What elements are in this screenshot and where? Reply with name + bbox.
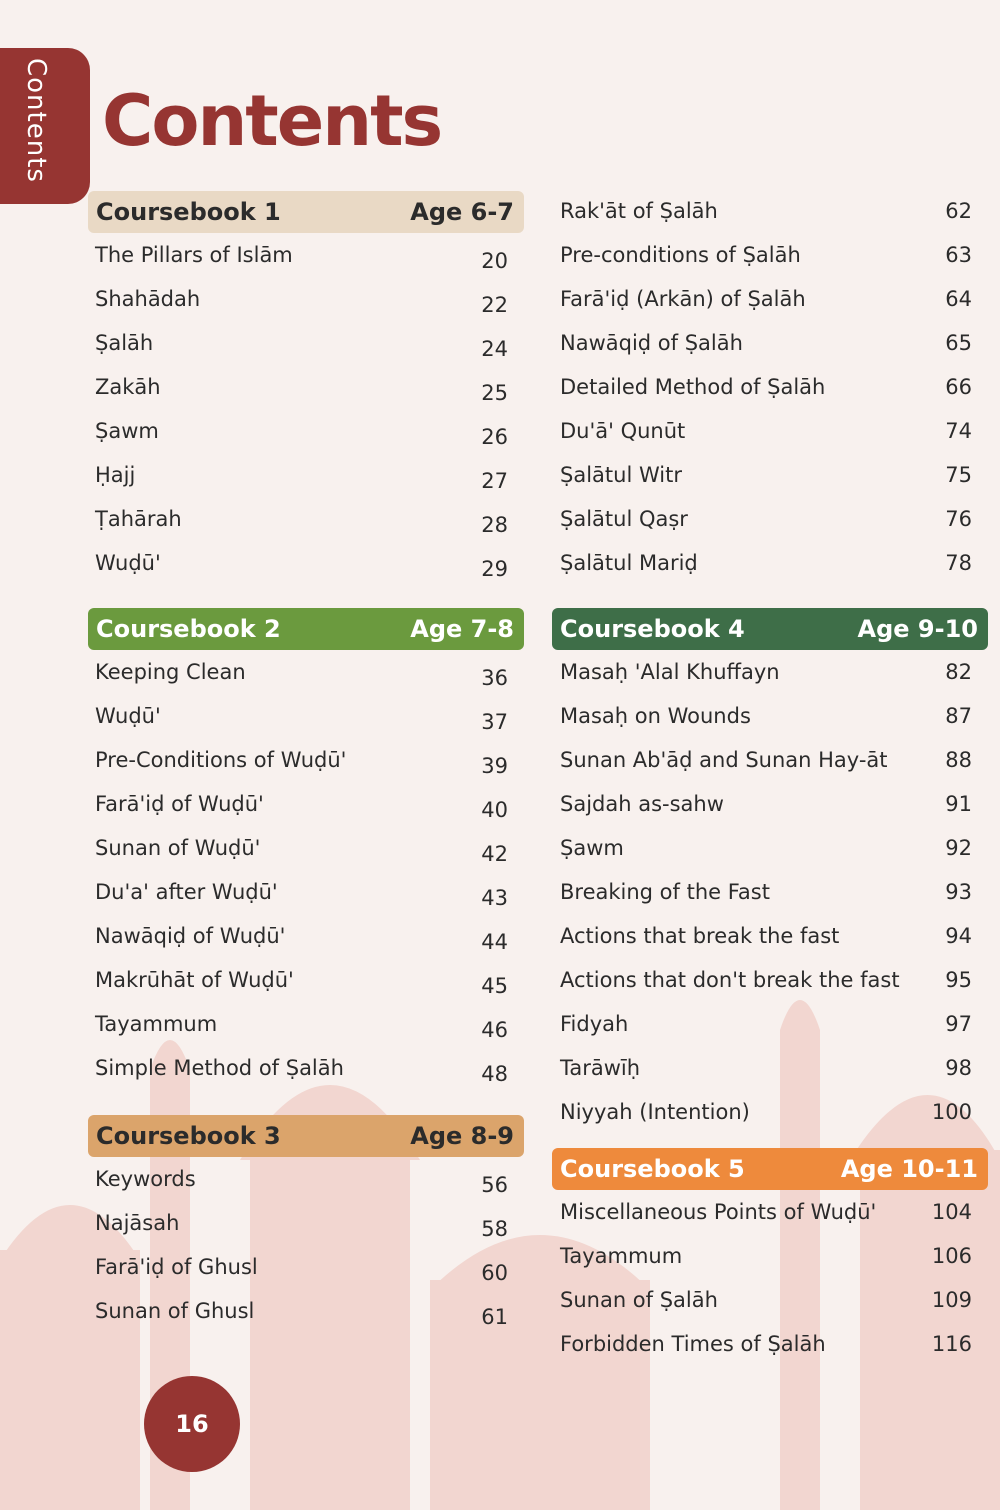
toc-entry-page: 42: [481, 842, 508, 866]
toc-entry-title: Keywords: [95, 1167, 196, 1191]
left-column: [88, 191, 524, 585]
toc-entry[interactable]: [88, 233, 524, 277]
toc-entry[interactable]: [88, 541, 524, 585]
toc-entry-page: 63: [945, 243, 972, 267]
coursebook-age: Age 6-7: [410, 198, 514, 226]
coursebook-age: Age 7-8: [410, 615, 514, 643]
toc-entry-title: Tayammum: [560, 1244, 683, 1268]
toc-entry-title: Miscellaneous Points of Wuḍū': [560, 1200, 877, 1224]
toc-entry[interactable]: [88, 277, 524, 321]
toc-entry[interactable]: [552, 826, 988, 870]
toc-entry-title: Sunan Ab'āḍ and Sunan Hay-āt: [560, 748, 888, 772]
toc-entry-title: Detailed Method of Ṣalāh: [560, 375, 826, 399]
toc-entry-title: Tarāwīḥ: [560, 1056, 641, 1080]
coursebook-age: Age 9-10: [857, 615, 978, 643]
toc-entry-page: 39: [481, 754, 508, 778]
toc-entry-title: Niyyah (Intention): [560, 1100, 750, 1124]
page-number-badge: 16: [144, 1376, 240, 1472]
coursebook-1-header: [88, 191, 524, 233]
toc-entry-title: Sunan of Wuḍū': [95, 836, 261, 860]
toc-entry-page: 56: [481, 1173, 508, 1197]
left-column-cb3: [88, 1115, 524, 1333]
toc-entry-page: 78: [945, 551, 972, 575]
toc-entry[interactable]: [552, 1046, 988, 1090]
contents-side-tab: [0, 48, 90, 204]
toc-entry-title: Shahādah: [95, 287, 201, 311]
toc-entry-title: Masaḥ 'Alal Khuffayn: [560, 660, 780, 684]
coursebook-title: Coursebook 1: [96, 198, 281, 226]
toc-entry-title: Sunan of Ṣalāh: [560, 1288, 718, 1312]
toc-entry-page: 109: [931, 1288, 972, 1312]
toc-entry[interactable]: [88, 1002, 524, 1046]
toc-entry-page: 100: [931, 1100, 972, 1124]
toc-entry-page: 93: [945, 880, 972, 904]
toc-entry[interactable]: [552, 914, 988, 958]
page-title: Contents: [102, 80, 442, 162]
toc-entry-title: Zakāh: [95, 375, 161, 399]
toc-entry-title: Wuḍū': [95, 704, 161, 728]
toc-entry[interactable]: [552, 233, 988, 277]
toc-entry-title: Sunan of Ghusl: [95, 1299, 255, 1323]
toc-entry-page: 36: [481, 666, 508, 690]
toc-entry-title: Farā'iḍ of Ghusl: [95, 1255, 258, 1279]
toc-entry[interactable]: [552, 277, 988, 321]
toc-entry-title: Nawāqiḍ of Wuḍū': [95, 924, 286, 948]
right-column-cb4: [552, 608, 988, 1134]
toc-entry[interactable]: [88, 453, 524, 497]
toc-entry-title: Najāsah: [95, 1211, 180, 1235]
toc-entry-title: Ṣalātul Mariḍ: [560, 551, 698, 575]
toc-entry-page: 40: [481, 798, 508, 822]
toc-entry-page: 64: [945, 287, 972, 311]
toc-entry-page: 37: [481, 710, 508, 734]
toc-entry-page: 25: [481, 381, 508, 405]
coursebook-3-list: [88, 1157, 524, 1333]
toc-entry-title: Ṣalātul Qaṣr: [560, 507, 688, 531]
toc-entry-title: Sajdah as-sahw: [560, 792, 724, 816]
toc-entry-title: Keeping Clean: [95, 660, 246, 684]
coursebook-title: Coursebook 2: [96, 615, 281, 643]
toc-entry-title: Rak'āt of Ṣalāh: [560, 199, 718, 223]
coursebook-5-list: [552, 1190, 988, 1366]
toc-entry-page: 104: [931, 1200, 972, 1224]
toc-entry[interactable]: [552, 870, 988, 914]
toc-entry-page: 28: [481, 513, 508, 537]
toc-entry[interactable]: [552, 782, 988, 826]
toc-entry-title: Tayammum: [95, 1012, 218, 1036]
toc-entry-title: Actions that break the fast: [560, 924, 840, 948]
toc-entry-page: 29: [481, 557, 508, 581]
toc-entry[interactable]: [88, 870, 524, 914]
toc-entry[interactable]: [552, 1234, 988, 1278]
toc-entry-title: Du'a' after Wuḍū': [95, 880, 278, 904]
toc-entry[interactable]: [88, 958, 524, 1002]
toc-entry-title: The Pillars of Islām: [95, 243, 293, 267]
toc-entry-title: Ṣawm: [95, 419, 159, 443]
toc-entry-title: Pre-conditions of Ṣalāh: [560, 243, 801, 267]
toc-entry-title: Ṣalātul Witr: [560, 463, 682, 487]
toc-entry[interactable]: [552, 497, 988, 541]
coursebook-2-list: [88, 650, 524, 1090]
toc-entry[interactable]: [88, 914, 524, 958]
toc-entry-title: Actions that don't break the fast: [560, 968, 900, 992]
toc-entry-page: 98: [945, 1056, 972, 1080]
toc-entry-page: 75: [945, 463, 972, 487]
toc-entry-title: Fidyah: [560, 1012, 629, 1036]
toc-entry-title: Pre-Conditions of Wuḍū': [95, 748, 347, 772]
coursebook-title: Coursebook 3: [96, 1122, 281, 1150]
toc-entry-page: 46: [481, 1018, 508, 1042]
toc-entry-page: 106: [931, 1244, 972, 1268]
toc-entry-page: 45: [481, 974, 508, 998]
toc-entry[interactable]: [88, 1289, 524, 1333]
toc-entry-title: Farā'iḍ of Wuḍū': [95, 792, 264, 816]
toc-entry-page: 65: [945, 331, 972, 355]
toc-entry-page: 61: [481, 1305, 508, 1329]
toc-entry[interactable]: [552, 321, 988, 365]
toc-entry[interactable]: [552, 409, 988, 453]
toc-entry[interactable]: [552, 1090, 988, 1134]
toc-entry[interactable]: [88, 1157, 524, 1201]
toc-entry-page: 95: [945, 968, 972, 992]
coursebook-title: Coursebook 4: [560, 615, 745, 643]
toc-entry-page: 88: [945, 748, 972, 772]
toc-entry[interactable]: [552, 1002, 988, 1046]
toc-entry[interactable]: [88, 1046, 524, 1090]
toc-entry[interactable]: [88, 365, 524, 409]
toc-entry-page: 91: [945, 792, 972, 816]
toc-entry[interactable]: [552, 1278, 988, 1322]
toc-entry[interactable]: [88, 1245, 524, 1289]
toc-entry-title: Wuḍū': [95, 551, 161, 575]
coursebook-3-header: [88, 1115, 524, 1157]
toc-entry-title: Makrūhāt of Wuḍū': [95, 968, 294, 992]
side-tab-label: Contents: [21, 58, 51, 183]
toc-entry[interactable]: [552, 365, 988, 409]
right-column-cb5: [552, 1148, 988, 1366]
toc-entry-page: 82: [945, 660, 972, 684]
toc-entry[interactable]: [552, 1190, 988, 1234]
toc-entry-page: 44: [481, 930, 508, 954]
toc-entry-page: 60: [481, 1261, 508, 1285]
toc-entry-page: 74: [945, 419, 972, 443]
toc-entry-title: Ṭahārah: [95, 507, 182, 531]
coursebook-1-list: [88, 233, 524, 585]
toc-entry[interactable]: [88, 1201, 524, 1245]
toc-entry-title: Farā'iḍ (Arkān) of Ṣalāh: [560, 287, 806, 311]
toc-entry-page: 20: [481, 249, 508, 273]
toc-entry-title: Ṣalāh: [95, 331, 154, 355]
toc-entry-page: 76: [945, 507, 972, 531]
toc-entry-title: Du'ā' Qunūt: [560, 419, 686, 443]
toc-entry-page: 24: [481, 337, 508, 361]
toc-entry[interactable]: [552, 189, 988, 233]
toc-entry-title: Masaḥ on Wounds: [560, 704, 751, 728]
toc-entry-title: Forbidden Times of Ṣalāh: [560, 1332, 826, 1356]
toc-entry[interactable]: [552, 650, 988, 694]
toc-entry-page: 97: [945, 1012, 972, 1036]
toc-entry-title: Ḥajj: [95, 463, 136, 487]
toc-entry-title: Ṣawm: [560, 836, 624, 860]
toc-entry[interactable]: [552, 541, 988, 585]
toc-entry-page: 43: [481, 886, 508, 910]
toc-entry[interactable]: [552, 694, 988, 738]
toc-entry-page: 87: [945, 704, 972, 728]
toc-entry[interactable]: [552, 958, 988, 1002]
toc-entry-page: 27: [481, 469, 508, 493]
toc-entry-page: 48: [481, 1062, 508, 1086]
toc-entry-page: 22: [481, 293, 508, 317]
toc-entry[interactable]: [88, 826, 524, 870]
coursebook-title: Coursebook 5: [560, 1155, 745, 1183]
toc-entry[interactable]: [552, 738, 988, 782]
toc-entry-page: 26: [481, 425, 508, 449]
toc-entry-page: 58: [481, 1217, 508, 1241]
coursebook-4-list: [552, 650, 988, 1134]
toc-entry[interactable]: [88, 497, 524, 541]
toc-entry[interactable]: [88, 782, 524, 826]
coursebook-5-header: [552, 1148, 988, 1190]
right-column-continued: [552, 189, 988, 585]
left-column-cb2: [88, 608, 524, 1090]
coursebook-2-header: [88, 608, 524, 650]
toc-entry[interactable]: [552, 1322, 988, 1366]
coursebook-age: Age 8-9: [410, 1122, 514, 1150]
toc-entry[interactable]: [88, 650, 524, 694]
toc-entry[interactable]: [88, 409, 524, 453]
toc-entry-title: Nawāqiḍ of Ṣalāh: [560, 331, 743, 355]
toc-entry[interactable]: [88, 694, 524, 738]
toc-entry-page: 94: [945, 924, 972, 948]
toc-entry-page: 62: [945, 199, 972, 223]
toc-entry[interactable]: [88, 738, 524, 782]
coursebook-age: Age 10-11: [840, 1155, 978, 1183]
toc-entry[interactable]: [552, 453, 988, 497]
toc-entry-page: 92: [945, 836, 972, 860]
coursebook-4-header: [552, 608, 988, 650]
toc-entry-page: 116: [931, 1332, 972, 1356]
toc-entry-title: Simple Method of Ṣalāh: [95, 1056, 344, 1080]
toc-entry[interactable]: [88, 321, 524, 365]
toc-entry-title: Breaking of the Fast: [560, 880, 770, 904]
toc-entry-page: 66: [945, 375, 972, 399]
